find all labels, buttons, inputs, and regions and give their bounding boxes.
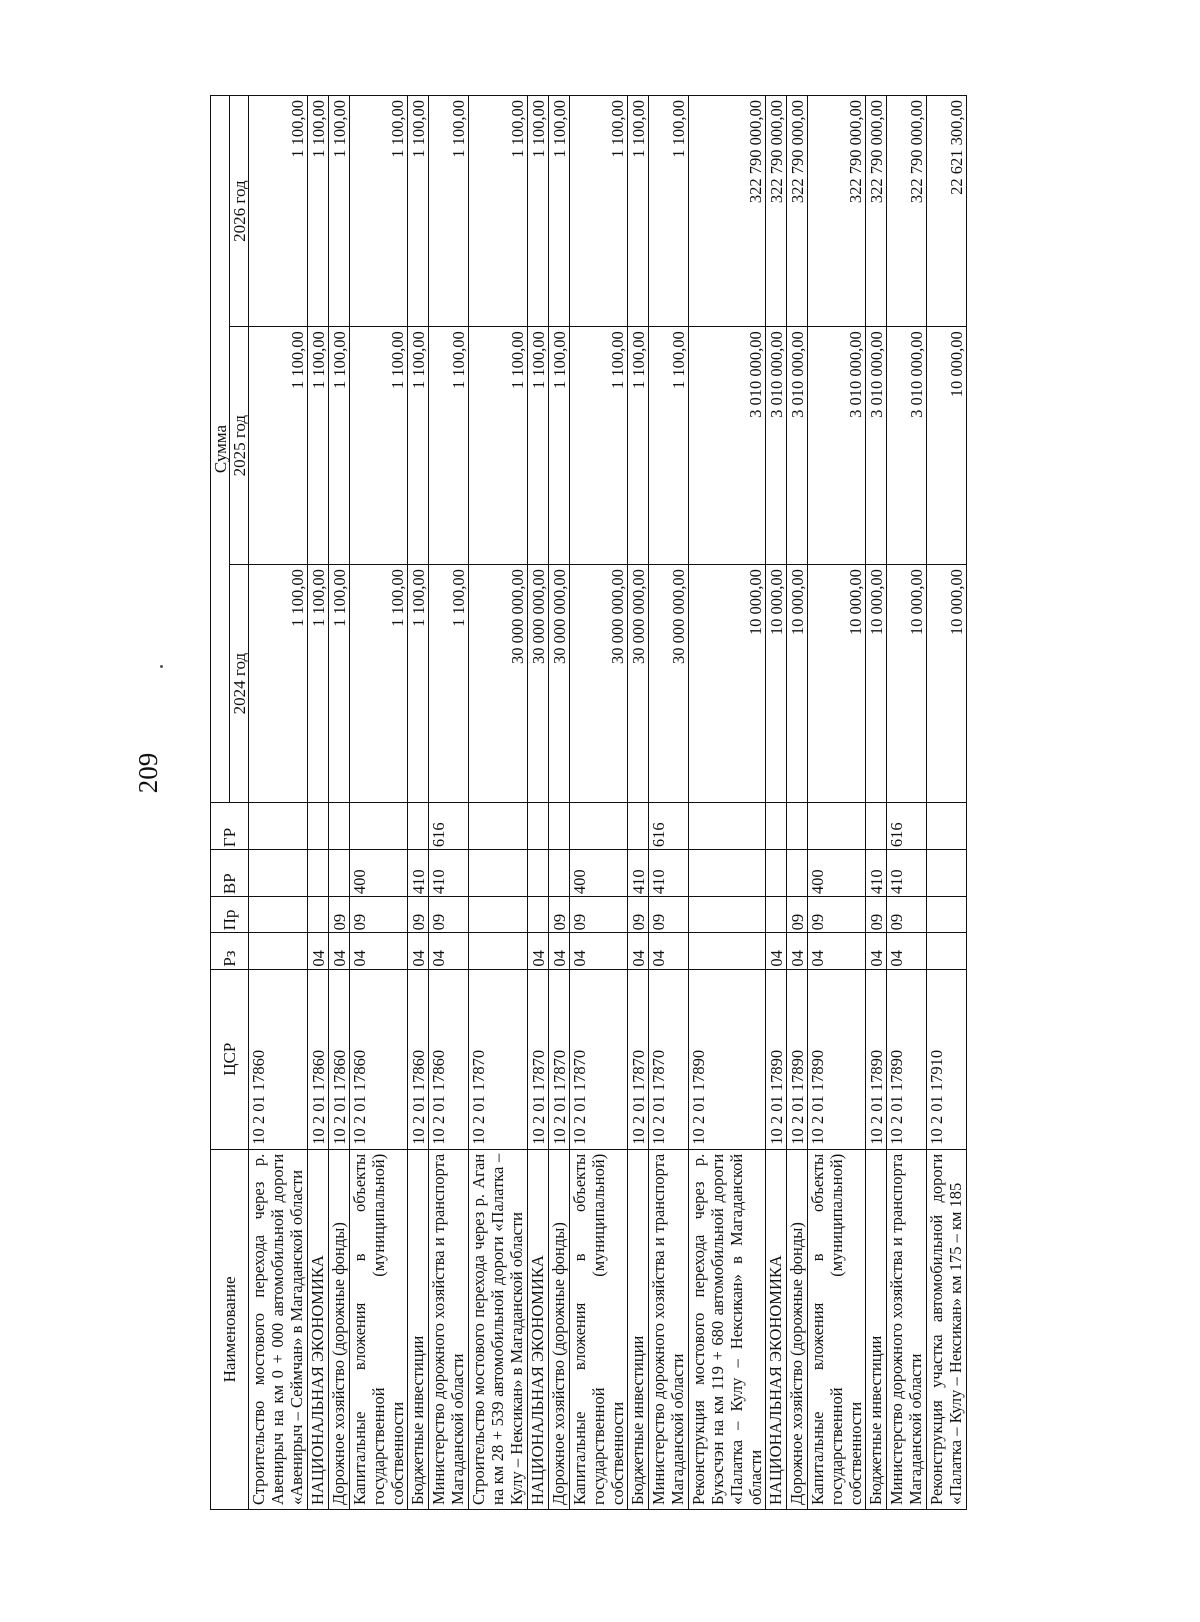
row-csr: 10 2 01 17860 [350, 969, 408, 1149]
table-row [887, 96, 927, 1510]
row-2024: 10 000,00 [808, 565, 866, 803]
row-vr: 410 [429, 850, 469, 897]
row-2025: 1 100,00 [308, 327, 329, 565]
table-row [808, 96, 866, 1510]
header-csr: ЦСР [211, 969, 249, 1149]
row-2025: 1 100,00 [469, 327, 528, 565]
row-name: Капитальные вложения в объекты государственной (муниципальной) собственности [570, 1149, 628, 1509]
row-2025: 3 010 000,00 [887, 327, 927, 565]
row-gr [927, 803, 967, 850]
row-vr [469, 850, 528, 897]
row-name: Бюджетные инвестиции [408, 1149, 429, 1509]
row-2024: 30 000 000,00 [649, 565, 689, 803]
row-2026: 1 100,00 [329, 96, 350, 327]
row-gr: 616 [649, 803, 689, 850]
row-vr [787, 850, 808, 897]
row-pr: 09 [866, 897, 887, 933]
row-rz: 04 [628, 933, 649, 969]
table-row [308, 96, 329, 1510]
row-name: Реконструкция мостового перехода через р. Букэсчэн на км 119 + 680 автомобильной дороги «Палатка – Кулу – Нексикан» в Магаданской области [689, 1149, 766, 1509]
table-row [689, 96, 766, 1510]
row-csr: 10 2 01 17870 [528, 969, 549, 1149]
row-name: НАЦИОНАЛЬНАЯ ЭКОНОМИКА [528, 1149, 549, 1509]
header-year-2024: 2024 год [230, 565, 249, 803]
row-pr: 09 [570, 897, 628, 933]
row-vr [766, 850, 787, 897]
row-name: Министерство дорожного хозяйства и транспорта Магаданской области [649, 1149, 689, 1509]
table-row [528, 96, 549, 1510]
row-2025: 1 100,00 [408, 327, 429, 565]
row-gr [570, 803, 628, 850]
row-vr: 400 [808, 850, 866, 897]
row-2025: 1 100,00 [570, 327, 628, 565]
header-pr: Пр [211, 897, 249, 933]
rotated-table-container [210, 95, 1095, 1510]
row-rz [927, 933, 967, 969]
row-2026: 322 790 000,00 [866, 96, 887, 327]
row-pr: 09 [549, 897, 570, 933]
table-row [866, 96, 887, 1510]
table-row [628, 96, 649, 1510]
row-2024: 1 100,00 [350, 565, 408, 803]
row-csr: 10 2 01 17870 [649, 969, 689, 1149]
row-rz: 04 [350, 933, 408, 969]
row-name: Дорожное хозяйство (дорожные фонды) [549, 1149, 570, 1509]
row-vr [308, 850, 329, 897]
row-2025: 1 100,00 [528, 327, 549, 565]
row-csr: 10 2 01 17890 [887, 969, 927, 1149]
row-name: Капитальные вложения в объекты государственной (муниципальной) собственности [350, 1149, 408, 1509]
table-row [549, 96, 570, 1510]
row-2025: 1 100,00 [350, 327, 408, 565]
row-rz: 04 [308, 933, 329, 969]
row-vr: 410 [628, 850, 649, 897]
row-vr: 400 [570, 850, 628, 897]
row-name: Реконструкция участка автомобильной дороги «Палатка – Кулу – Нексикан» км 175 – км 185 [927, 1149, 967, 1509]
row-2026: 322 790 000,00 [887, 96, 927, 327]
row-csr: 10 2 01 17890 [689, 969, 766, 1149]
row-2025: 1 100,00 [249, 327, 308, 565]
row-2024: 1 100,00 [408, 565, 429, 803]
row-2025: 1 100,00 [649, 327, 689, 565]
header-name: Наименование [211, 1149, 249, 1509]
row-2024: 30 000 000,00 [570, 565, 628, 803]
row-pr: 09 [429, 897, 469, 933]
row-2026: 322 790 000,00 [808, 96, 866, 327]
row-csr: 10 2 01 17860 [408, 969, 429, 1149]
row-gr [766, 803, 787, 850]
row-vr: 410 [866, 850, 887, 897]
table-row [249, 96, 308, 1510]
row-2024: 10 000,00 [866, 565, 887, 803]
row-2025: 3 010 000,00 [808, 327, 866, 565]
row-rz: 04 [570, 933, 628, 969]
row-gr [528, 803, 549, 850]
row-pr [766, 897, 787, 933]
table-row [766, 96, 787, 1510]
row-2026: 1 100,00 [249, 96, 308, 327]
row-gr: 616 [429, 803, 469, 850]
row-2024: 1 100,00 [308, 565, 329, 803]
table-row [408, 96, 429, 1510]
row-2025: 1 100,00 [429, 327, 469, 565]
page-number: 209 [133, 752, 163, 794]
row-csr: 10 2 01 17910 [927, 969, 967, 1149]
row-rz: 04 [787, 933, 808, 969]
row-vr: 400 [350, 850, 408, 897]
row-csr: 10 2 01 17890 [787, 969, 808, 1149]
row-pr [469, 897, 528, 933]
row-csr: 10 2 01 17860 [429, 969, 469, 1149]
row-csr: 10 2 01 17890 [808, 969, 866, 1149]
row-2026: 322 790 000,00 [787, 96, 808, 327]
row-2026: 1 100,00 [549, 96, 570, 327]
row-2026: 1 100,00 [350, 96, 408, 327]
row-vr: 410 [408, 850, 429, 897]
row-vr [549, 850, 570, 897]
row-pr [308, 897, 329, 933]
row-name: Бюджетные инвестиции [866, 1149, 887, 1509]
row-vr [329, 850, 350, 897]
row-2026: 1 100,00 [308, 96, 329, 327]
row-csr: 10 2 01 17870 [549, 969, 570, 1149]
row-gr [549, 803, 570, 850]
row-vr [249, 850, 308, 897]
row-name: Строительство мостового перехода через р. Аган на км 28 + 539 автомобильной дороги «Палатка – Кулу – Нексикан» в Магаданской области [469, 1149, 528, 1509]
row-gr [808, 803, 866, 850]
row-2025: 3 010 000,00 [787, 327, 808, 565]
row-gr [628, 803, 649, 850]
row-csr: 10 2 01 17870 [469, 969, 528, 1149]
row-pr [249, 897, 308, 933]
row-2024: 10 000,00 [689, 565, 766, 803]
header-sum: Сумма [211, 96, 230, 803]
row-pr [927, 897, 967, 933]
row-2026: 1 100,00 [429, 96, 469, 327]
table-row [469, 96, 528, 1510]
row-pr: 09 [329, 897, 350, 933]
row-2024: 30 000 000,00 [628, 565, 649, 803]
row-gr [350, 803, 408, 850]
row-2024: 10 000,00 [766, 565, 787, 803]
row-vr [689, 850, 766, 897]
row-2025: 1 100,00 [329, 327, 350, 565]
row-pr: 09 [628, 897, 649, 933]
header-year-2026: 2026 год [230, 96, 249, 327]
row-2024: 30 000 000,00 [549, 565, 570, 803]
row-2025: 3 010 000,00 [766, 327, 787, 565]
budget-table [210, 95, 967, 1510]
row-pr: 09 [808, 897, 866, 933]
row-2025: 1 100,00 [628, 327, 649, 565]
row-csr: 10 2 01 17890 [866, 969, 887, 1149]
row-name: Капитальные вложения в объекты государственной (муниципальной) собственности [808, 1149, 866, 1509]
row-gr [689, 803, 766, 850]
row-2024: 30 000 000,00 [528, 565, 549, 803]
row-rz: 04 [808, 933, 866, 969]
header-row-1 [211, 96, 230, 1510]
row-pr: 09 [887, 897, 927, 933]
row-2026: 22 621 300,00 [927, 96, 967, 327]
row-rz: 04 [866, 933, 887, 969]
row-vr: 410 [649, 850, 689, 897]
row-csr: 10 2 01 17870 [570, 969, 628, 1149]
row-2026: 1 100,00 [570, 96, 628, 327]
row-name: Бюджетные инвестиции [628, 1149, 649, 1509]
row-name: Министерство дорожного хозяйства и транспорта Магаданской области [887, 1149, 927, 1509]
row-name: НАЦИОНАЛЬНАЯ ЭКОНОМИКА [766, 1149, 787, 1509]
row-gr [308, 803, 329, 850]
row-vr: 410 [887, 850, 927, 897]
row-csr: 10 2 01 17860 [329, 969, 350, 1149]
header-gr: ГР [211, 803, 249, 850]
header-vr: ВР [211, 850, 249, 897]
row-gr [469, 803, 528, 850]
row-vr [528, 850, 549, 897]
row-pr [528, 897, 549, 933]
row-2026: 1 100,00 [469, 96, 528, 327]
row-name: Строительство мостового перехода через р. Авенирыч на км 0 + 000 автомобильной дороги «Авенирыч – Сеймчан» в Магаданской области [249, 1149, 308, 1509]
row-name: Министерство дорожного хозяйства и транспорта Магаданской области [429, 1149, 469, 1509]
row-rz: 04 [887, 933, 927, 969]
row-2024: 10 000,00 [887, 565, 927, 803]
table-row [329, 96, 350, 1510]
row-2026: 1 100,00 [528, 96, 549, 327]
row-rz: 04 [329, 933, 350, 969]
row-gr [249, 803, 308, 850]
row-gr [866, 803, 887, 850]
table-row [787, 96, 808, 1510]
row-csr: 10 2 01 17860 [249, 969, 308, 1149]
row-name: Дорожное хозяйство (дорожные фонды) [787, 1149, 808, 1509]
row-rz: 04 [766, 933, 787, 969]
row-name: НАЦИОНАЛЬНАЯ ЭКОНОМИКА [308, 1149, 329, 1509]
row-2026: 1 100,00 [628, 96, 649, 327]
row-2024: 30 000 000,00 [469, 565, 528, 803]
row-pr: 09 [408, 897, 429, 933]
row-2025: 10 000,00 [927, 327, 967, 565]
table-row [350, 96, 408, 1510]
row-2024: 1 100,00 [429, 565, 469, 803]
row-rz [469, 933, 528, 969]
row-2025: 1 100,00 [549, 327, 570, 565]
row-csr: 10 2 01 17890 [766, 969, 787, 1149]
row-rz [689, 933, 766, 969]
row-rz: 04 [549, 933, 570, 969]
row-2025: 3 010 000,00 [866, 327, 887, 565]
row-name: Дорожное хозяйство (дорожные фонды) [329, 1149, 350, 1509]
row-pr [689, 897, 766, 933]
row-gr [329, 803, 350, 850]
row-rz: 04 [528, 933, 549, 969]
table-row [927, 96, 967, 1510]
row-rz: 04 [429, 933, 469, 969]
row-csr: 10 2 01 17860 [308, 969, 329, 1149]
header-rz: Рз [211, 933, 249, 969]
row-gr [408, 803, 429, 850]
row-2026: 322 790 000,00 [689, 96, 766, 327]
header-year-2025: 2025 год [230, 327, 249, 565]
row-2026: 1 100,00 [408, 96, 429, 327]
row-rz [249, 933, 308, 969]
table-row [570, 96, 628, 1510]
table-row [429, 96, 469, 1510]
row-gr: 616 [887, 803, 927, 850]
row-2026: 1 100,00 [649, 96, 689, 327]
row-rz: 04 [649, 933, 689, 969]
row-pr: 09 [350, 897, 408, 933]
row-2024: 1 100,00 [249, 565, 308, 803]
row-2024: 1 100,00 [329, 565, 350, 803]
row-rz: 04 [408, 933, 429, 969]
row-csr: 10 2 01 17870 [628, 969, 649, 1149]
row-2024: 10 000,00 [787, 565, 808, 803]
scan-speck [160, 665, 163, 668]
table-row [649, 96, 689, 1510]
row-2026: 322 790 000,00 [766, 96, 787, 327]
row-pr: 09 [787, 897, 808, 933]
row-vr [927, 850, 967, 897]
row-2024: 10 000,00 [927, 565, 967, 803]
row-2025: 3 010 000,00 [689, 327, 766, 565]
row-gr [787, 803, 808, 850]
row-pr: 09 [649, 897, 689, 933]
